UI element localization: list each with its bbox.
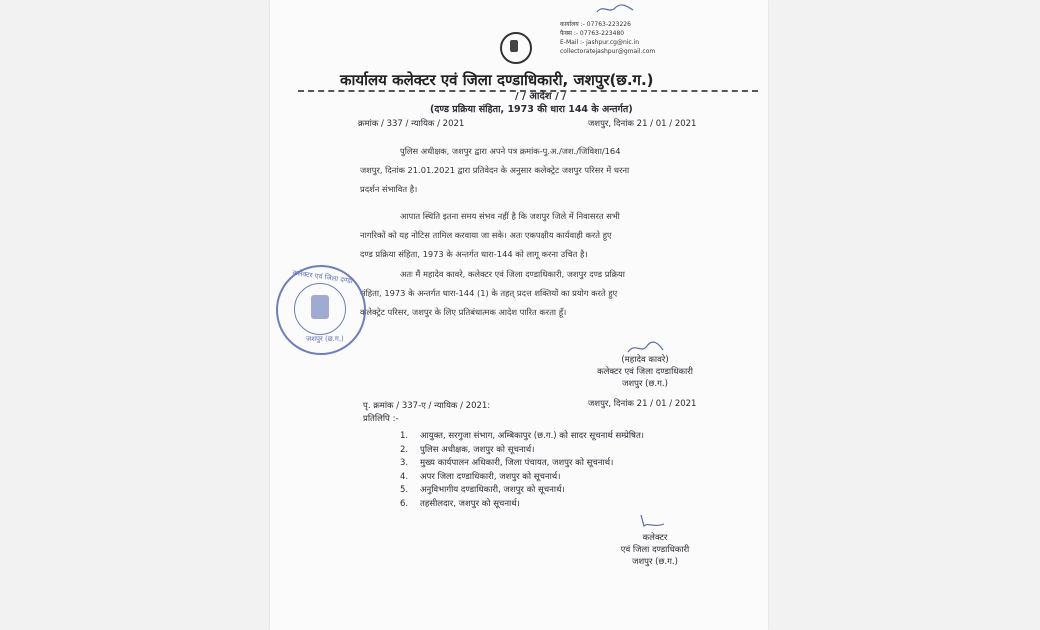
- paragraph-line: संहिता, 1973 के अन्तर्गत धारा-144 (1) के तहत् प्रदत्त शक्तियों का प्रयोग करते हुए: [360, 288, 618, 298]
- contact-fax: फैक्स :- 07763-223480: [560, 30, 625, 37]
- endorsement-ref-date: जशपुर, दिनांक 21 / 01 / 2021: [588, 399, 697, 409]
- seal-text-bottom: जशपुर (छ.ग.): [306, 335, 344, 343]
- contact-phone: कार्यालय :- 07763-223226: [560, 21, 631, 28]
- official-seal-stamp: [276, 265, 366, 355]
- order-title: / / आदेश / /: [515, 91, 566, 102]
- order-ref-number: क्रमांक / 337 / न्यायिक / 2021: [358, 119, 465, 129]
- paragraph-line: नागरिकों को यह नोटिस तामिल करवाया जा सके। अतः एकपक्षीय कार्यवाही करते हुए: [360, 230, 612, 240]
- order-subtitle: (दण्ड प्रक्रिया संहिता, 1973 की धारा 144 के अन्तर्गत): [430, 104, 633, 115]
- paragraph-2: [360, 207, 720, 264]
- paragraph-line: पुलिस अधीक्षक, जशपुर द्वारा अपने पत्र क्रमांक-पु.अ./जश./जिविशा/164: [400, 146, 621, 156]
- distribution-list: [400, 430, 644, 511]
- signatory-designation: कलेक्टर एवं जिला दण्डाधिकारी: [597, 367, 693, 377]
- list-item: 2. पुलिस अधीक्षक, जशपुर को सूचनार्थ।: [400, 444, 535, 455]
- signatory-place: जशपुर (छ.ग.): [622, 379, 668, 389]
- paragraph-line: कलेक्ट्रेट परिसर, जशपुर के लिए प्रतिबंधात्मक आदेश पारित करता हूँ।: [360, 307, 567, 317]
- paragraph-line: आपात स्थिति इतना समय संभव नहीं है कि जशपुर जिले में निवासरत सभी: [400, 211, 620, 221]
- order-ref-date: जशपुर, दिनांक 21 / 01 / 2021: [588, 119, 697, 129]
- paragraph-1: [360, 142, 720, 199]
- document-page: [270, 0, 768, 630]
- signature-block-1: [570, 354, 720, 390]
- office-title: कार्यालय कलेक्टर एवं जिला दण्डाधिकारी, जशपुर(छ.ग.): [340, 71, 654, 89]
- endorsement-ref-number: पृ. क्रमांक / 337-ए / न्यायिक / 2021:: [363, 401, 491, 411]
- seal-text-top: कलेक्टर एवं जिला दण्डा: [291, 268, 354, 286]
- paragraph-line: दण्ड प्रक्रिया संहिता, 1973 के अन्तर्गत धारा-144 को लागू करना उचित है।: [360, 249, 588, 259]
- seal-emblem-icon: [311, 295, 329, 319]
- signatory-name: (महादेव कावरे): [621, 355, 669, 365]
- list-item: 4. अपर जिला दण्डाधिकारी, जशपुर को सूचनार्थ।: [400, 471, 561, 482]
- list-item: 3. मुख्य कार्यपालन अधिकारी, जिला पंचायत, जशपुर को सूचनार्थ।: [400, 458, 614, 468]
- signature-scribble-2: [638, 512, 668, 532]
- contact-block: [560, 20, 655, 56]
- signatory-designation-2: एवं जिला दण्डाधिकारी: [620, 545, 690, 555]
- signatory-place: जशपुर (छ.ग.): [632, 557, 678, 567]
- government-emblem-icon: [500, 32, 532, 64]
- contact-email: E-Mail :- jashpur.cg@nic.in: [560, 39, 640, 46]
- paragraph-line: प्रदर्शन संभावित है।: [360, 184, 418, 194]
- list-item: 6. तहसीलदार, जशपुर को सूचनार्थ।: [400, 498, 520, 509]
- top-signature-scribble: [595, 2, 635, 16]
- paragraph-line: अतः मैं महादेव कावरे, कलेक्टर एवं जिला दण्डाधिकारी, जशपुर दण्ड प्रक्रिया: [400, 269, 625, 279]
- list-item: 5. अनुविभागीय दण्डाधिकारी, जशपुर को सूचनार्थ।: [400, 485, 565, 495]
- copy-label: प्रतिलिपि :-: [363, 414, 399, 424]
- paragraph-line: जशपुर, दिनांक 21.01.2021 द्वारा प्रतिवेदन के अनुसार कलेक्ट्रेट जशपुर परिसर में धरना: [360, 165, 630, 175]
- signature-block-2: [590, 532, 720, 568]
- contact-email-alt: collectoratejashpur@gmail.com: [560, 48, 656, 55]
- paragraph-3: [360, 265, 720, 322]
- list-item: 1. आयुक्त, सरगुजा संभाग, अम्बिकापुर (छ.ग.) को सादर सूचनार्थ सम्प्रेषित।: [400, 431, 645, 441]
- signatory-designation: कलेक्टर: [642, 533, 668, 543]
